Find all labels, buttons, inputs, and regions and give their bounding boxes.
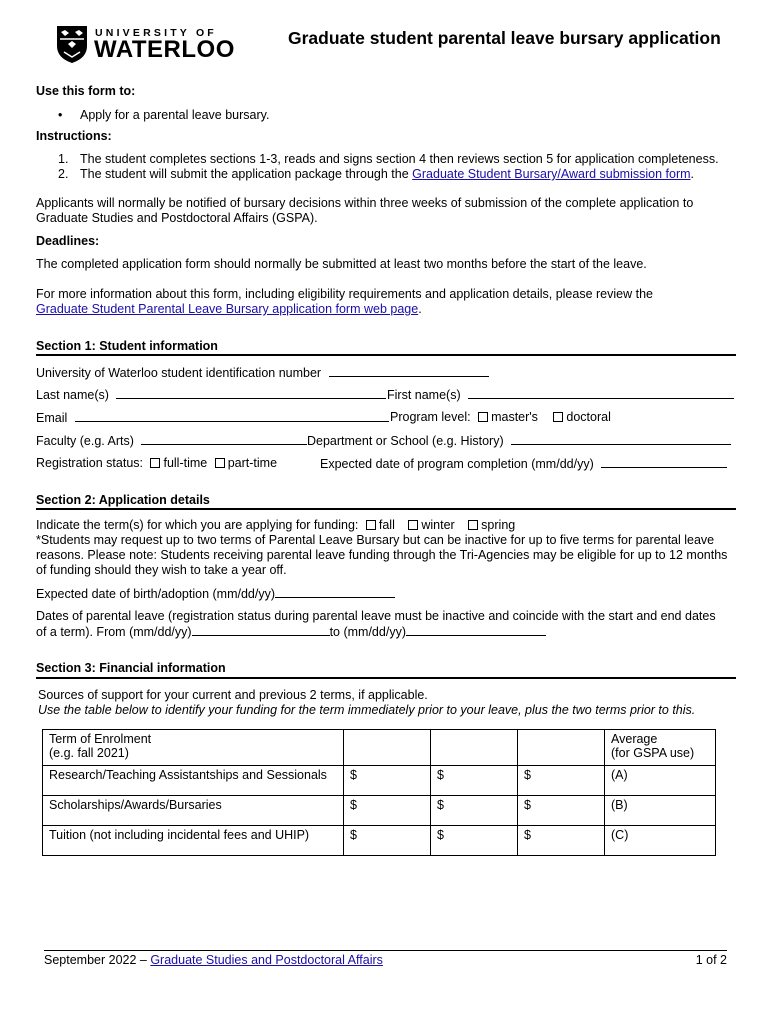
full-time-checkbox[interactable] <box>150 458 160 468</box>
section-3-heading: Section 3: Financial information <box>36 661 226 675</box>
step-text: The student completes sections 1-3, reads and signs section 4 then reviews section 5 for application completeness. <box>80 152 719 166</box>
section-3-divider <box>36 677 736 679</box>
program-level-label: Program level: <box>390 410 471 424</box>
amount-cell[interactable]: $ <box>431 796 518 826</box>
winter-checkbox[interactable] <box>408 520 418 530</box>
leave-dates-text: Dates of parental leave (registration status during parental leave must be inactive and coincide with the start and end dates <box>36 609 716 623</box>
fall-checkbox[interactable] <box>366 520 376 530</box>
terms-note-2: reasons. Please note: Students receiving parental leave funding through the Tri-Agencies may be eligible for up to 12 months <box>36 548 728 562</box>
part-time-checkbox[interactable] <box>215 458 225 468</box>
birth-date-field[interactable] <box>275 586 395 598</box>
first-name-field[interactable] <box>468 387 734 399</box>
section-2-divider <box>36 508 736 510</box>
birth-date-row <box>36 586 395 601</box>
sources-text: Sources of support for your current and previous 2 terms, if applicable. <box>38 688 428 702</box>
step-number: 1. <box>58 152 69 166</box>
university-logo <box>55 24 235 64</box>
to-label: to (mm/dd/yy) <box>329 625 406 639</box>
term-2-field[interactable] <box>431 730 518 766</box>
student-id-row <box>36 365 489 380</box>
submission-form-link[interactable]: Graduate Student Bursary/Award submission form <box>412 167 691 181</box>
leave-dates-row <box>36 624 546 639</box>
average-code: (A) <box>605 766 716 796</box>
average-code: (B) <box>605 796 716 826</box>
section-2-heading: Section 2: Application details <box>36 493 210 507</box>
email-field[interactable] <box>75 410 389 422</box>
amount-cell[interactable]: $ <box>431 766 518 796</box>
student-id-label: University of Waterloo student identification number <box>36 366 322 380</box>
average-header-line-2: (for GSPA use) <box>611 746 695 760</box>
amount-cell[interactable]: $ <box>518 766 605 796</box>
birth-date-label: Expected date of birth/adoption (mm/dd/yy) <box>36 587 276 601</box>
first-name-label: First name(s) <box>387 388 461 402</box>
instructions-heading: Instructions: <box>36 129 112 143</box>
email-row <box>36 410 389 425</box>
term-header <box>43 730 344 766</box>
use-bullet-text: Apply for a parental leave bursary. <box>80 108 270 122</box>
completion-date-field[interactable] <box>601 456 727 468</box>
more-info-text: For more information about this form, including eligibility requirements and application details, please review the <box>36 287 653 301</box>
notification-text-2: Graduate Studies and Postdoctoral Affairs (GSPA). <box>36 211 318 225</box>
deadlines-text: The completed application form should normally be submitted at least two months before the start of the leave. <box>36 257 647 271</box>
amount-cell[interactable]: $ <box>344 766 431 796</box>
average-code: (C) <box>605 826 716 856</box>
masters-label: master's <box>491 410 538 424</box>
masters-checkbox[interactable] <box>478 412 488 422</box>
notification-text-1: Applicants will normally be notified of bursary decisions within three weeks of submission of the complete application to <box>36 196 694 210</box>
winter-label: winter <box>421 518 455 532</box>
doctoral-label: doctoral <box>566 410 611 424</box>
last-name-row <box>36 387 386 402</box>
logo-university-of: UNIVERSITY OF <box>95 27 217 39</box>
table-header-row <box>43 730 716 766</box>
registration-label: Registration status: <box>36 456 143 470</box>
department-field[interactable] <box>511 433 731 445</box>
gspa-link[interactable]: Graduate Studies and Postdoctoral Affairs <box>150 953 383 967</box>
last-name-field[interactable] <box>116 387 386 399</box>
row-label: Research/Teaching Assistantships and Sessionals <box>43 766 344 796</box>
completion-row <box>320 456 727 471</box>
average-header <box>605 730 716 766</box>
first-name-row <box>387 387 734 402</box>
row-label: Scholarships/Awards/Bursaries <box>43 796 344 826</box>
faculty-label: Faculty (e.g. Arts) <box>36 434 134 448</box>
email-label: Email <box>36 411 68 425</box>
department-row <box>307 433 731 448</box>
step-number: 2. <box>58 167 69 181</box>
deadlines-heading: Deadlines: <box>36 234 100 248</box>
row-label: Tuition (not including incidental fees and UHIP) <box>43 826 344 856</box>
more-info-link-line <box>36 302 422 316</box>
spring-label: spring <box>481 518 516 532</box>
doctoral-checkbox[interactable] <box>553 412 563 422</box>
term-3-field[interactable] <box>518 730 605 766</box>
department-label: Department or School (e.g. History) <box>307 434 504 448</box>
web-page-link[interactable]: Graduate Student Parental Leave Bursary application form web page <box>36 302 419 316</box>
terms-note-3: of funding should they wish to take a year off. <box>36 563 287 577</box>
terms-row <box>36 518 515 532</box>
footer <box>44 950 727 967</box>
instruction-step-1 <box>58 152 719 166</box>
step-2-suffix: . <box>690 167 695 181</box>
use-bullet <box>58 108 270 122</box>
leave-from-field[interactable] <box>192 624 330 636</box>
page-title: Graduate student parental leave bursary application <box>288 28 721 48</box>
more-info-suffix: . <box>418 302 422 316</box>
amount-cell[interactable]: $ <box>518 796 605 826</box>
section-1-heading: Section 1: Student information <box>36 339 218 353</box>
table-instruction: Use the table below to identify your funding for the term immediately prior to your leave, plus the two terms prior to this. <box>38 703 696 717</box>
step-text <box>80 167 694 181</box>
faculty-field[interactable] <box>141 433 307 445</box>
use-form-heading: Use this form to: <box>36 84 136 98</box>
funding-table <box>42 729 716 856</box>
table-row <box>43 796 716 826</box>
page-number: 1 of 2 <box>695 953 727 967</box>
term-header-line-2: (e.g. fall 2021) <box>49 746 129 760</box>
last-name-label: Last name(s) <box>36 388 109 402</box>
term-header-line-1: Term of Enrolment <box>49 732 152 746</box>
spring-checkbox[interactable] <box>468 520 478 530</box>
table-row <box>43 766 716 796</box>
full-time-label: full-time <box>163 456 208 470</box>
terms-label: Indicate the term(s) for which you are applying for funding: <box>36 518 359 532</box>
amount-cell[interactable]: $ <box>431 826 518 856</box>
amount-cell[interactable]: $ <box>518 826 605 856</box>
amount-cell[interactable]: $ <box>344 826 431 856</box>
instruction-step-2 <box>58 167 695 181</box>
student-id-field[interactable] <box>329 365 489 377</box>
part-time-label: part-time <box>227 456 278 470</box>
amount-cell[interactable]: $ <box>344 796 431 826</box>
faculty-row <box>36 433 307 448</box>
leave-to-field[interactable] <box>406 624 546 636</box>
average-header-line-1: Average <box>611 732 658 746</box>
table-row <box>43 826 716 856</box>
footer-date: September 2022 – <box>44 953 151 967</box>
terms-note-1: *Students may request up to two terms of Parental Leave Bursary but can be inactive for up to five terms for parental leave <box>36 533 715 547</box>
logo-waterloo: WATERLOO <box>94 36 235 63</box>
program-level-row <box>390 410 611 424</box>
section-1-divider <box>36 354 736 356</box>
registration-row <box>36 456 277 470</box>
step-2-prefix: The student will submit the application package through the <box>80 167 413 181</box>
completion-label: Expected date of program completion (mm/dd/yy) <box>320 457 594 471</box>
from-label: of a term). From (mm/dd/yy) <box>36 625 192 639</box>
crest-icon <box>55 24 89 64</box>
fall-label: fall <box>378 518 395 532</box>
term-1-field[interactable] <box>344 730 431 766</box>
bullet-icon: • <box>58 108 63 122</box>
